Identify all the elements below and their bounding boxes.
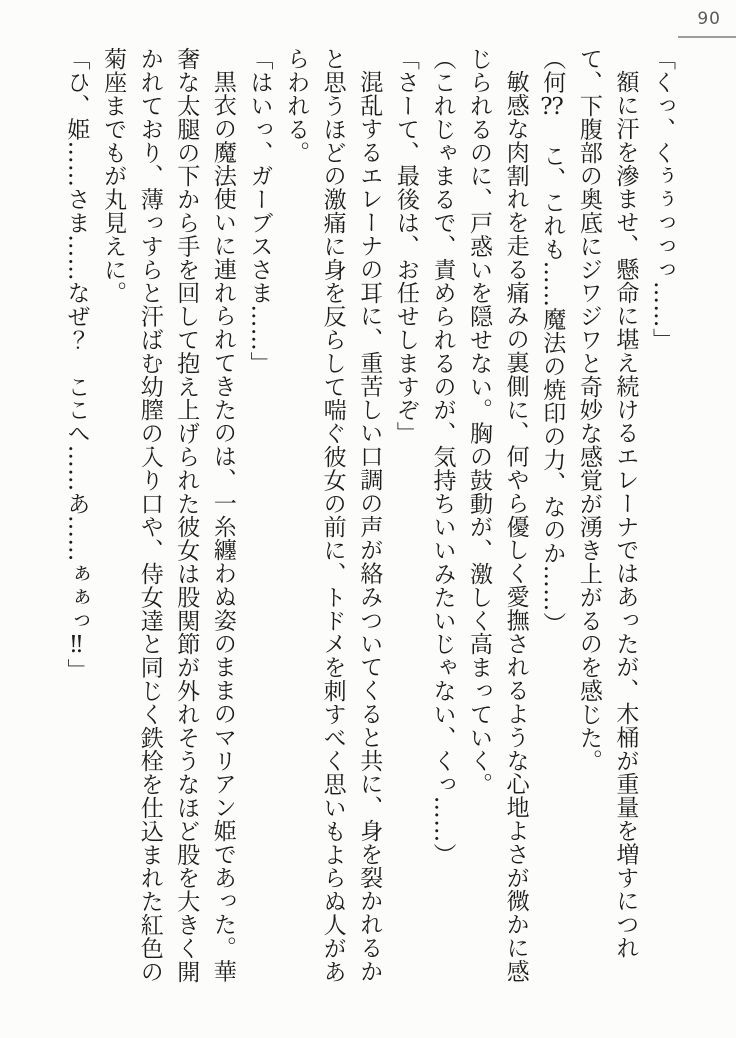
page-number: 90 [697, 9, 721, 29]
paragraph: 「さーて、最後は、お任せしますぞ」 [392, 47, 419, 445]
paragraph: （これじゃまるで、責められるのが、気持ちいいみたいじゃない、くっ……） [429, 47, 456, 866]
paragraph: 黒衣の魔法使いに連れられてきたのは、一糸纏わぬ姿のままのマリアン姫であった。華奢な太腿の下から手を回して抱え上げられた彼女は股関節が外れそうなほど股を大きく開かれており、薄っすらと汗ばむ幼膣の入り口や、侍女達と同じく鉄栓を仕込まれた紅色の菊座までもが丸見えに。 [100, 47, 236, 983]
paragraph: 「くっ、くぅぅっっっ……」 [649, 47, 675, 352]
paragraph: 「はいっ、ガーブスさま……」 [246, 47, 273, 375]
paragraph: 混乱するエレーナの耳に、重苦しい口調の声が絡みついてくると共に、身を裂かれるかと思うほどの激痛に身を反らして喘ぐ彼女の前に、トドメを刺すべく思いもよらぬ人があらわれる。 [283, 47, 383, 983]
paragraph: 敏感な肉割れを走る痛みの裏側に、何やら優しく愛撫されるような心地よさが微かに感じられるのに、戸惑いを隠せない。胸の鼓動が、激しく高まっていく。 [466, 47, 529, 983]
page-number-rule [678, 36, 736, 38]
paragraph: 額に汗を滲ませ、懸命に堪え続けるエレーナではあったが、木桶が重量を増すにつれて、下腹部の奥底にジワジワと奇妙な感覚が湧き上がるのを感じた。 [575, 47, 639, 960]
body-text-block [58, 47, 680, 995]
paragraph: （何⁇ こ、これも……魔法の焼印の力、なのか……） [539, 47, 566, 635]
paragraph: 「ひ、姫……さま……なぜ？ ここへ……あ……ぁぁっ‼」 [63, 47, 90, 682]
